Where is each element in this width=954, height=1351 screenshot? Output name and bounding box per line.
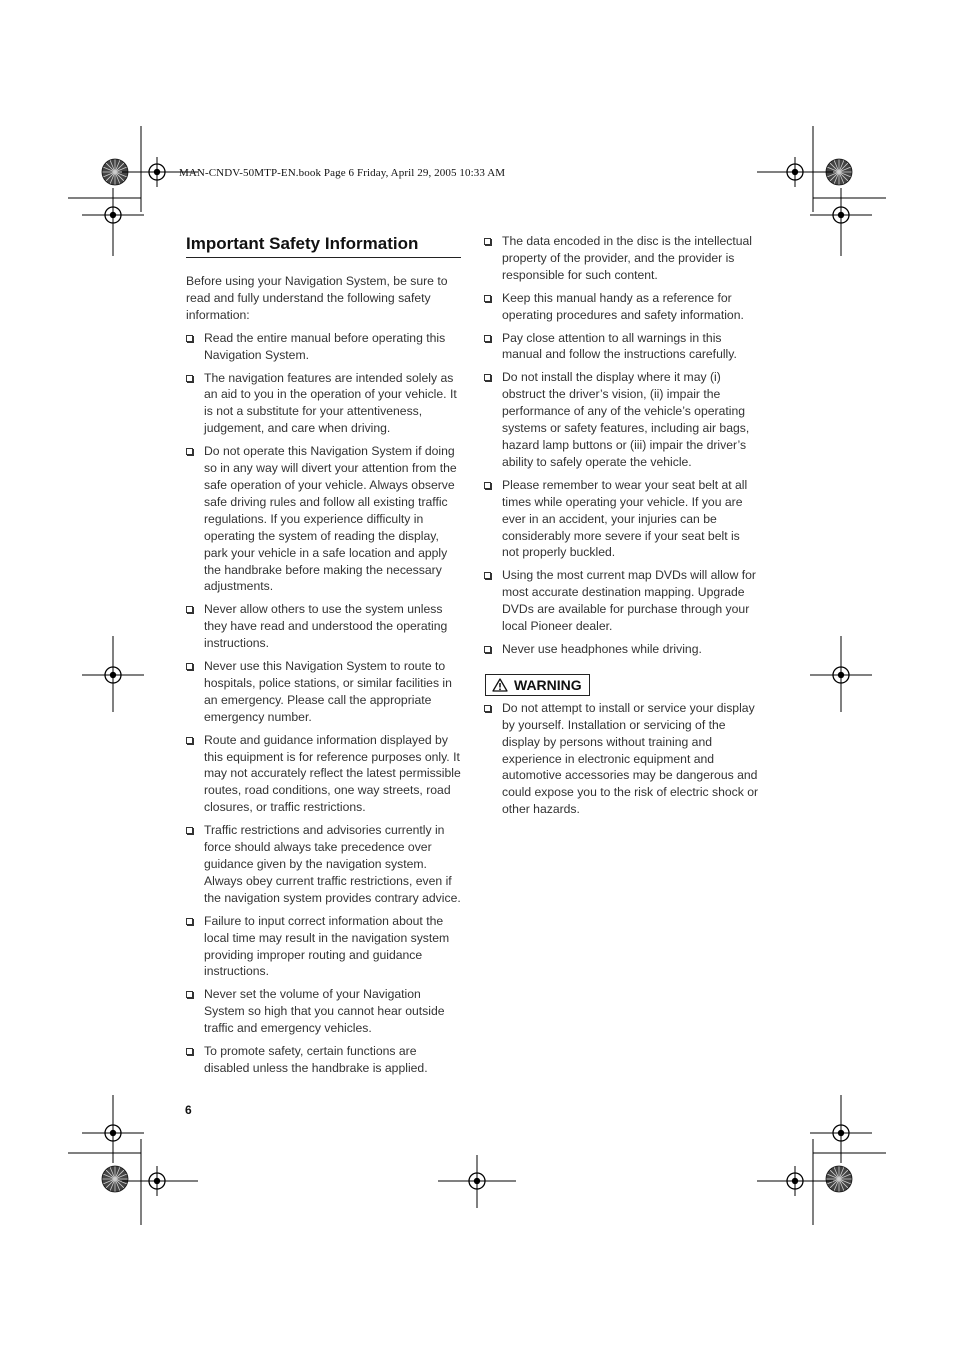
section-title: Important Safety Information bbox=[186, 233, 461, 258]
checkbox-bullet-icon bbox=[484, 572, 491, 579]
checkbox-bullet-icon bbox=[484, 335, 491, 342]
list-item: Failure to input correct information about the local time may result in the navigation system providing improper routing and guidance instructions. bbox=[186, 913, 462, 981]
list-item: Never set the volume of your Navigation System so high that you cannot hear outside traffic and emergency vehicles. bbox=[186, 986, 462, 1037]
checkbox-bullet-icon bbox=[186, 663, 193, 670]
list-item: Read the entire manual before operating this Navigation System. bbox=[186, 330, 462, 364]
checkbox-bullet-icon bbox=[186, 827, 193, 834]
list-item: The data encoded in the disc is the intellectual property of the provider, and the provider is responsible for such content. bbox=[484, 233, 760, 284]
checkbox-bullet-icon bbox=[484, 705, 491, 712]
list-item: Never allow others to use the system unless they have read and understood the operating instructions. bbox=[186, 601, 462, 652]
list-item: Keep this manual handy as a reference for operating procedures and safety information. bbox=[484, 290, 760, 324]
checkbox-bullet-icon bbox=[186, 448, 193, 455]
warning-badge bbox=[485, 674, 590, 696]
list-item: The navigation features are intended solely as an aid to you in the operation of your vehicle. It is not a substitute for your attentiveness, judgement, and care when driving. bbox=[186, 370, 462, 438]
checkbox-bullet-icon bbox=[484, 374, 491, 381]
checkbox-bullet-icon bbox=[186, 606, 193, 613]
checkbox-bullet-icon bbox=[484, 482, 491, 489]
list-item: Never use this Navigation System to route to hospitals, police stations, or similar facilities in an emergency. Please call the appropriate emergency number. bbox=[186, 658, 462, 726]
checkbox-bullet-icon bbox=[186, 991, 193, 998]
list-item: Traffic restrictions and advisories currently in force should always take precedence over guidance given by the navigation system. Always obey current traffic restrictions, even if the navigation system provides contrary advice. bbox=[186, 822, 462, 907]
list-item: Do not operate this Navigation System if doing so in any way will divert your attention from the safe operation of your vehicle. Always observe safe driving rules and follow all existing traffic regulations. If you experience difficulty in operating the system of reading the display, park your vehicle in a safe location and apply the handbrake before making the necessary adjustments. bbox=[186, 443, 462, 595]
list-item: Pay close attention to all warnings in this manual and follow the instructions carefully. bbox=[484, 330, 760, 364]
list-item: Do not attempt to install or service your display by yourself. Installation or servicing of the display by persons without training and experience in electronic equipment and automotive accessories may be dangerous and could expose you to the risk of electric shock or other hazards. bbox=[484, 700, 760, 818]
checkbox-bullet-icon bbox=[484, 295, 491, 302]
list-item: Please remember to wear your seat belt at all times while operating your vehicle. If you are ever in an accident, your injuries can be considerably more severe if your seat belt is not properly buckled. bbox=[484, 477, 760, 562]
list-item: Do not install the display where it may (i) obstruct the driver’s vision, (ii) impair the performance of any of the vehicle’s operating systems or safety features, including air bags, hazard lamp buttons or (iii) impair the driver’s ability to safely operate the vehicle. bbox=[484, 369, 760, 470]
checkbox-bullet-icon bbox=[484, 646, 491, 653]
page-number: 6 bbox=[185, 1103, 192, 1117]
intro-paragraph: Before using your Navigation System, be sure to read and fully understand the following safety information: bbox=[186, 274, 448, 322]
list-item: Using the most current map DVDs will allow for most accurate destination mapping. Upgrade DVDs are available for purchase through your local Pioneer dealer. bbox=[484, 567, 760, 635]
checkbox-bullet-icon bbox=[186, 335, 193, 342]
warning-label: WARNING bbox=[514, 676, 582, 693]
checkbox-bullet-icon bbox=[186, 918, 193, 925]
list-item: Never use headphones while driving. bbox=[484, 641, 760, 658]
checkbox-bullet-icon bbox=[186, 375, 193, 382]
warning-list bbox=[484, 700, 760, 818]
left-column bbox=[186, 233, 462, 1083]
checkbox-bullet-icon bbox=[186, 1048, 193, 1055]
checkbox-bullet-icon bbox=[186, 737, 193, 744]
list-item: Route and guidance information displayed by this equipment is for reference purposes only. It may not accurately reflect the latest permissible routes, road conditions, one way streets, road closures, or traffic restrictions. bbox=[186, 732, 462, 817]
print-file-header: MAN-CNDV-50MTP-EN.book Page 6 Friday, April 29, 2005 10:33 AM bbox=[179, 167, 506, 179]
safety-list-left bbox=[186, 330, 462, 1077]
safety-list-right bbox=[484, 233, 760, 658]
warning-triangle-icon bbox=[492, 678, 508, 692]
checkbox-bullet-icon bbox=[484, 238, 491, 245]
list-item: To promote safety, certain functions are disabled unless the handbrake is applied. bbox=[186, 1043, 462, 1077]
right-column bbox=[484, 233, 760, 824]
